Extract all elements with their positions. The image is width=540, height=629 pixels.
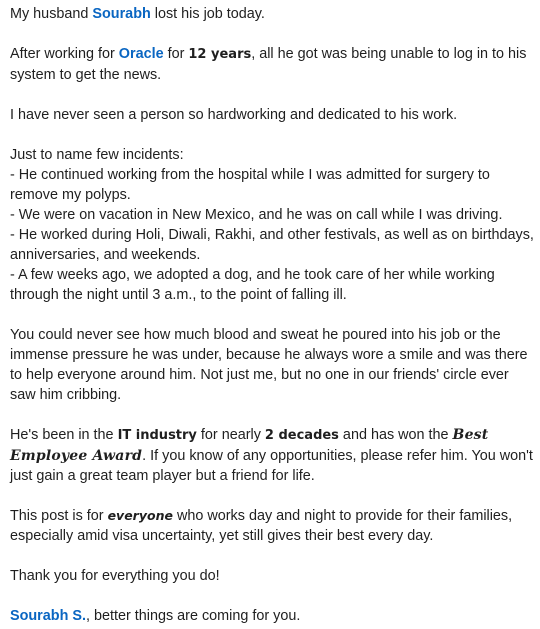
paragraph-dedication: You could never see how much blood and sweat he poured into his job or the immense pressure he was under, because he always wore a smile and was there to help everyone around him. Not just me, but no one in our friends' circle ever saw him cribbing.: [10, 327, 528, 403]
incidents-intro: Just to name few incidents:: [10, 147, 184, 163]
paragraph-incidents: [10, 145, 534, 305]
award-emphasis: Best Employee Award: [10, 427, 489, 464]
paragraph-dedication-note: This post is for everyone who works day and night to provide for their families, especially amid visa uncertainty, yet still gives their best every day.: [10, 508, 513, 544]
decades-emphasis: 2 decades: [264, 428, 339, 443]
paragraph-career: He's been in the IT industry for nearly 2 decades and has won the Best Employee Award. If you know of any opportunities, please refer him. You won't just gain a great team player but a friend for life.: [10, 427, 533, 484]
paragraph-thanks: Thank you for everything you do!: [10, 568, 220, 584]
paragraph-intro: My husband Sourabh lost his job today.: [10, 6, 265, 22]
incident-item: - We were on vacation in New Mexico, and he was on call while I was driving.: [10, 207, 503, 223]
mention-oracle[interactable]: Oracle: [118, 46, 164, 62]
years-emphasis: 12 years: [188, 47, 252, 62]
paragraph-closing: Sourabh S., better things are coming for you.: [10, 608, 301, 624]
incident-item: - He continued working from the hospital while I was admitted for surgery to remove my polyps.: [10, 167, 490, 203]
mention-sourabh-s[interactable]: Sourabh S.: [10, 608, 86, 624]
everyone-emphasis: everyone: [107, 508, 173, 523]
incident-item: - He worked during Holi, Diwali, Rakhi, and other festivals, as well as on birthdays, anniversaries, and weekends.: [10, 227, 534, 263]
post-body: [10, 4, 534, 626]
paragraph-oracle: After working for Oracle for 12 years, all he got was being unable to log in to his system to get the news.: [10, 46, 527, 83]
mention-sourabh[interactable]: Sourabh: [92, 6, 151, 22]
industry-emphasis: IT industry: [117, 428, 197, 443]
paragraph-hardworking: I have never seen a person so hardworking and dedicated to his work.: [10, 107, 458, 123]
incident-item: - A few weeks ago, we adopted a dog, and he took care of her while working through the night until 3 a.m., to the point of falling ill.: [10, 267, 495, 303]
